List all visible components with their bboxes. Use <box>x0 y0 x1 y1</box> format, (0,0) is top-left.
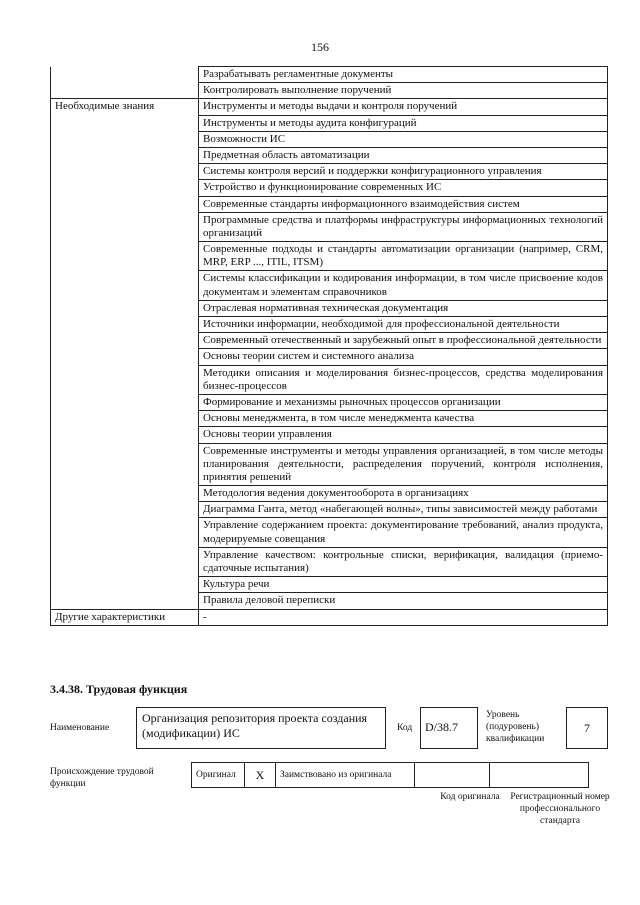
item-cell: Современные стандарты информационного взаимодействия систем <box>199 196 608 212</box>
category-cell <box>51 180 199 196</box>
item-cell: Культура речи <box>199 577 608 593</box>
category-cell <box>51 577 199 593</box>
origin-row <box>192 762 589 788</box>
knowledge-row <box>51 317 608 333</box>
knowledge-row <box>51 115 608 131</box>
category-cell <box>51 317 199 333</box>
category-cell <box>51 411 199 427</box>
item-cell: Устройство и функционирование современных ИС <box>199 180 608 196</box>
skill-row <box>51 83 608 99</box>
category-cell <box>51 547 199 576</box>
knowledge-row <box>51 131 608 147</box>
code-label: Код <box>397 723 413 733</box>
origin-code-cell <box>414 762 490 788</box>
category-cell <box>51 131 199 147</box>
item-cell: Основы менеджмента, в том числе менеджмента качества <box>199 411 608 427</box>
original-label: Оригинал <box>191 762 245 788</box>
category-cell <box>51 427 199 443</box>
item-cell: Отраслевая нормативная техническая документация <box>199 300 608 316</box>
category-cell <box>51 115 199 131</box>
item-cell: Предметная область автоматизации <box>199 147 608 163</box>
item-cell: Программные средства и платформы инфраструктуры информационных технологий организаций <box>199 212 608 241</box>
knowledge-row <box>51 486 608 502</box>
category-cell: Другие характеристики <box>51 609 199 625</box>
knowledge-row <box>51 394 608 410</box>
knowledge-row <box>51 333 608 349</box>
knowledge-row <box>51 365 608 394</box>
knowledge-row <box>51 443 608 486</box>
category-cell <box>51 242 199 271</box>
knowledge-row <box>51 271 608 300</box>
item-cell: - <box>199 609 608 625</box>
qualification-level-value: 7 <box>566 707 608 749</box>
item-cell: Источники информации, необходимой для профессиональной деятельности <box>199 317 608 333</box>
knowledge-row <box>51 147 608 163</box>
knowledge-row <box>51 593 608 609</box>
knowledge-row <box>51 349 608 365</box>
category-cell <box>51 271 199 300</box>
knowledge-table <box>50 66 608 626</box>
item-cell: Возможности ИС <box>199 131 608 147</box>
category-cell <box>51 349 199 365</box>
knowledge-row <box>51 427 608 443</box>
category-cell: Необходимые знания <box>51 99 199 115</box>
knowledge-row <box>51 212 608 241</box>
knowledge-row <box>51 242 608 271</box>
item-cell: Контролировать выполнение поручений <box>199 83 608 99</box>
item-cell: Современные инструменты и методы управления организацией, в том числе методы планирования деятельности, распределения поручений, контроля исполнения, принятия решений <box>199 443 608 486</box>
category-cell <box>51 443 199 486</box>
category-cell <box>51 394 199 410</box>
category-cell <box>51 333 199 349</box>
item-cell: Методология ведения документооборота в организациях <box>199 486 608 502</box>
knowledge-row <box>51 411 608 427</box>
category-cell <box>51 593 199 609</box>
knowledge-row <box>51 502 608 518</box>
item-cell: Правила деловой переписки <box>199 593 608 609</box>
item-cell: Формирование и механизмы рыночных процессов организации <box>199 394 608 410</box>
knowledge-row <box>51 300 608 316</box>
page-number: 156 <box>311 40 329 54</box>
item-cell: Системы классификации и кодирования информации, в том числе присвоение кодов документам и элементам справочников <box>199 271 608 300</box>
item-cell: Методики описания и моделирования бизнес-процессов, средства моделирования бизнес-процессов <box>199 365 608 394</box>
item-cell: Системы контроля версий и поддержки конфигурационного управления <box>199 164 608 180</box>
category-cell <box>51 486 199 502</box>
original-mark: X <box>244 762 276 788</box>
reg-number-caption: Регистрационный номер профессионального стандарта <box>510 792 610 826</box>
item-cell: Инструменты и методы выдачи и контроля поручений <box>199 99 608 115</box>
name-label: Наименование <box>50 723 110 733</box>
item-cell: Современный отечественный и зарубежный опыт в профессиональной деятельности <box>199 333 608 349</box>
knowledge-row <box>51 518 608 547</box>
category-cell <box>51 83 199 99</box>
origin-code-caption: Код оригинала <box>440 792 500 802</box>
category-cell <box>51 518 199 547</box>
item-cell: Управление качеством: контрольные списки, верификация, валидация (приемо-сдаточные испытания) <box>199 547 608 576</box>
knowledge-row <box>51 180 608 196</box>
item-cell: Основы теории управления <box>199 427 608 443</box>
category-cell <box>51 196 199 212</box>
item-cell: Основы теории систем и системного анализа <box>199 349 608 365</box>
code-value: D/38.7 <box>420 707 478 749</box>
reg-number-cell <box>489 762 589 788</box>
knowledge-row <box>51 196 608 212</box>
item-cell: Диаграмма Ганта, метод «набегающей волны», типы зависимостей между работами <box>199 502 608 518</box>
qualification-level-label: Уровень (подуровень) квалификации <box>486 710 545 744</box>
item-cell: Управление содержанием проекта: документирование требований, анализ продукта, модерируемые совещания <box>199 518 608 547</box>
knowledge-row <box>51 164 608 180</box>
category-cell <box>51 147 199 163</box>
category-cell <box>51 502 199 518</box>
labor-function-title: 3.4.38. Трудовая функция <box>50 682 188 696</box>
item-cell: Инструменты и методы аудита конфигураций <box>199 115 608 131</box>
category-cell <box>51 164 199 180</box>
other-characteristics-row <box>51 609 608 625</box>
knowledge-row <box>51 99 608 115</box>
item-cell: Разрабатывать регламентные документы <box>199 67 608 83</box>
borrowed-label: Заимствовано из оригинала <box>275 762 415 788</box>
origin-label: Происхождение трудовой функции <box>50 767 154 789</box>
knowledge-row <box>51 547 608 576</box>
category-cell <box>51 300 199 316</box>
category-cell <box>51 365 199 394</box>
category-cell <box>51 212 199 241</box>
category-cell <box>51 67 199 83</box>
name-value: Организация репозитория проекта создания (модификации) ИС <box>136 707 386 749</box>
knowledge-row <box>51 577 608 593</box>
item-cell: Современные подходы и стандарты автоматизации организации (например, CRM, MRP, ERP ..., ITIL, ITSM) <box>199 242 608 271</box>
skill-row <box>51 67 608 83</box>
